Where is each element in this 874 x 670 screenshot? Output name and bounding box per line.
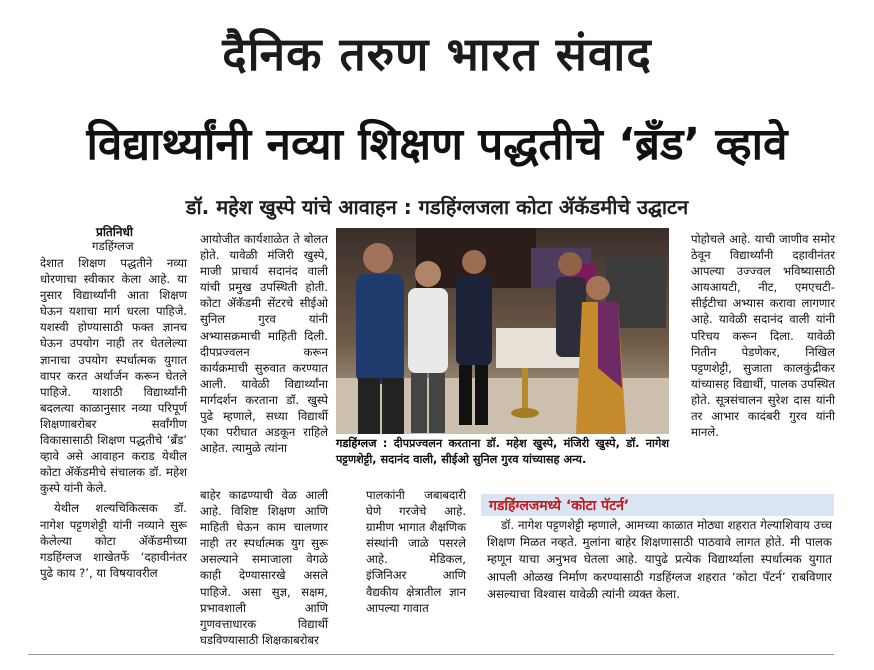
paragraph: पालकांनी जबाबदारी घेणे गरजेचे आहे. ग्रामीण भागात शैक्षणिक संस्थांनी जाळे पसरले आहे. मेडिकल, इंजिनिअर आणि वैद्यकीय क्षेत्रातील ज्ञान आपल्या गावात: [366, 488, 466, 615]
photo-caption: [336, 436, 669, 468]
page-divider: [28, 654, 834, 655]
paragraph: आयोजीत कार्यशाळेत ते बोलत होते. यावेळी मंजिरी खुस्पे, माजी प्राचार्य सदानंद वाली यांची प्रमुख उपस्थिती होती. कोटा ॲकॅडमी सेंटरचे सीईओ सुनिल गुरव यांनी अभ्यासक्रमाची माहिती दिली. दीपप्रज्वलन करून कार्यक्रमाची सुरुवात करण्यात आली. यावेळी विद्यार्थ्यांना मार्गदर्शन करताना डॉ. खुस्पे पुढे म्हणाले, सध्या विद्यार्थी एका परीघात अडकून राहिले आहेत. त्यामुळे त्यांना: [200, 232, 328, 456]
paragraph: पोहोचले आहे. याची जाणीव समोर ठेवून विद्यार्थ्यांनी दहावीनंतर आपल्या उज्ज्वल भविष्यासाठी आयआयटी, नीट, एमएचटी-सीईटीचा अभ्यास करावा लागणार आहे. यावेळी सदानंद वाली यांनी परिचय करून दिला. यावेळी नितीन पेडणेकर, निखिल पट्टणशेट्टी, सुजाता कालकुंद्रीकर यांच्यासह विद्यार्थी, पालक उपस्थित होते. सूत्रसंचालन सुरेश दास यांनी तर आभार कादंबरी गुरव यांनी मानले.: [691, 232, 835, 440]
sidebar-box-header: [481, 494, 834, 516]
people-photo-icon: [336, 228, 669, 434]
article-column-2-top: [200, 231, 328, 456]
article-headline: विद्यार्थ्यांनी नव्या शिक्षण पद्धतीचे ‘ब्रँड’ व्हावे: [86, 119, 788, 170]
caption-text: दीपप्रज्वलन करताना डॉ. महेश खुस्पे, मंजिरी खुस्पे, डॉ. नागेश पट्टणशेट्टी, सदानंद वाली, सीईओ सुनिल गुरव यांच्यासह अन्य.: [336, 437, 670, 466]
dateline: गडहिंग्लज: [92, 239, 134, 253]
sidebar-box-body: [487, 517, 832, 603]
paragraph: येथील शल्यचिकित्सक डॉ. नागेश पट्टणशेट्टी यांनी नव्याने सुरू केलेल्या कोटा ॲकॅडमीच्या गडहिंग्लज शाखेतर्फे ‘दहावीनंतर पुढे काय ?’, या विषयावरील: [40, 501, 187, 580]
caption-dateline: गडहिंग्लज :: [336, 437, 388, 450]
article-column-2-bottom: [200, 487, 328, 648]
article-column-4: [691, 231, 835, 440]
paragraph: डॉ. नागेश पट्टणशेट्टी म्हणाले, आमच्या काळात मोठ्या शहरात गेल्याशिवाय उच्च शिक्षण मिळत नव्हते. मुलांना बाहेर शिक्षणासाठी पाठवावे लागत होते. मी पालक म्हणून याचा अनुभव घेतला आहे. यापुढे प्रत्येक विद्यार्थ्याला स्पर्धात्मक युगात आपली ओळख निर्माण करण्यासाठी गडहिंग्लज शहरात ‘कोटा पॅटर्न’ राबविणार असल्याचा विश्वास यावेळी त्यांनी व्यक्त केला.: [487, 518, 832, 601]
sidebar-box-title: गडहिंग्लजमध्ये ‘कोटा पॅटर्न’: [489, 498, 630, 514]
event-photo: [336, 228, 669, 434]
article-column-1: [40, 225, 187, 581]
newspaper-masthead: दैनिक तरुण भारत संवाद: [222, 27, 652, 81]
article-column-3-bottom: [366, 487, 466, 616]
article-subheadline: डॉ. महेश खुस्पे यांचे आवाहन : गडहिंग्लजला कोटा ॲकॅडमीचे उद्घाटन: [185, 195, 689, 219]
byline: प्रतिनिधी: [96, 225, 134, 239]
paragraph: देशात शिक्षण पद्धतीने नव्या धोरणाचा स्वीकार केला आहे. या नुसार विद्यार्थ्यांनी आता शिक्षण घेऊन यशाचा मार्ग धरला पाहिजे. यशस्वी होण्यासाठी फक्त ज्ञानच घेऊन उपयोग नाही तर घेतलेल्या ज्ञानाचा उपयोग स्पर्धात्मक युगात वापर करत अर्थार्जन करून घेतले पाहिजे. याशाठी विद्यार्थ्यांनी बदलत्या काळानुसार नव्या परिपूर्ण शिक्षणाबरोबर सर्वांगीण विकासासाठी शिक्षण पद्धतीचे ‘ब्रँड’ व्हावे असे आवाहन कराड येथील कोटा ॲकॅडमीचे संचालक डॉ. महेश कुस्पे यांनी केले.: [40, 256, 187, 496]
paragraph: बाहेर काढण्याची वेळ आली आहे. विशिष्ट शिक्षण आणि माहिती घेऊन काम चालणार नाही तर स्पर्धात्मक युग सुरू असल्याने समाजाला वेगळे काही देण्यासारखे असले पाहिजे. असा सुज्ञ, सक्षम, प्रभावशाली आणि गुणवत्ताधारक विद्यार्थी घडविण्यासाठी शिक्षकाबरोबर: [200, 488, 328, 647]
